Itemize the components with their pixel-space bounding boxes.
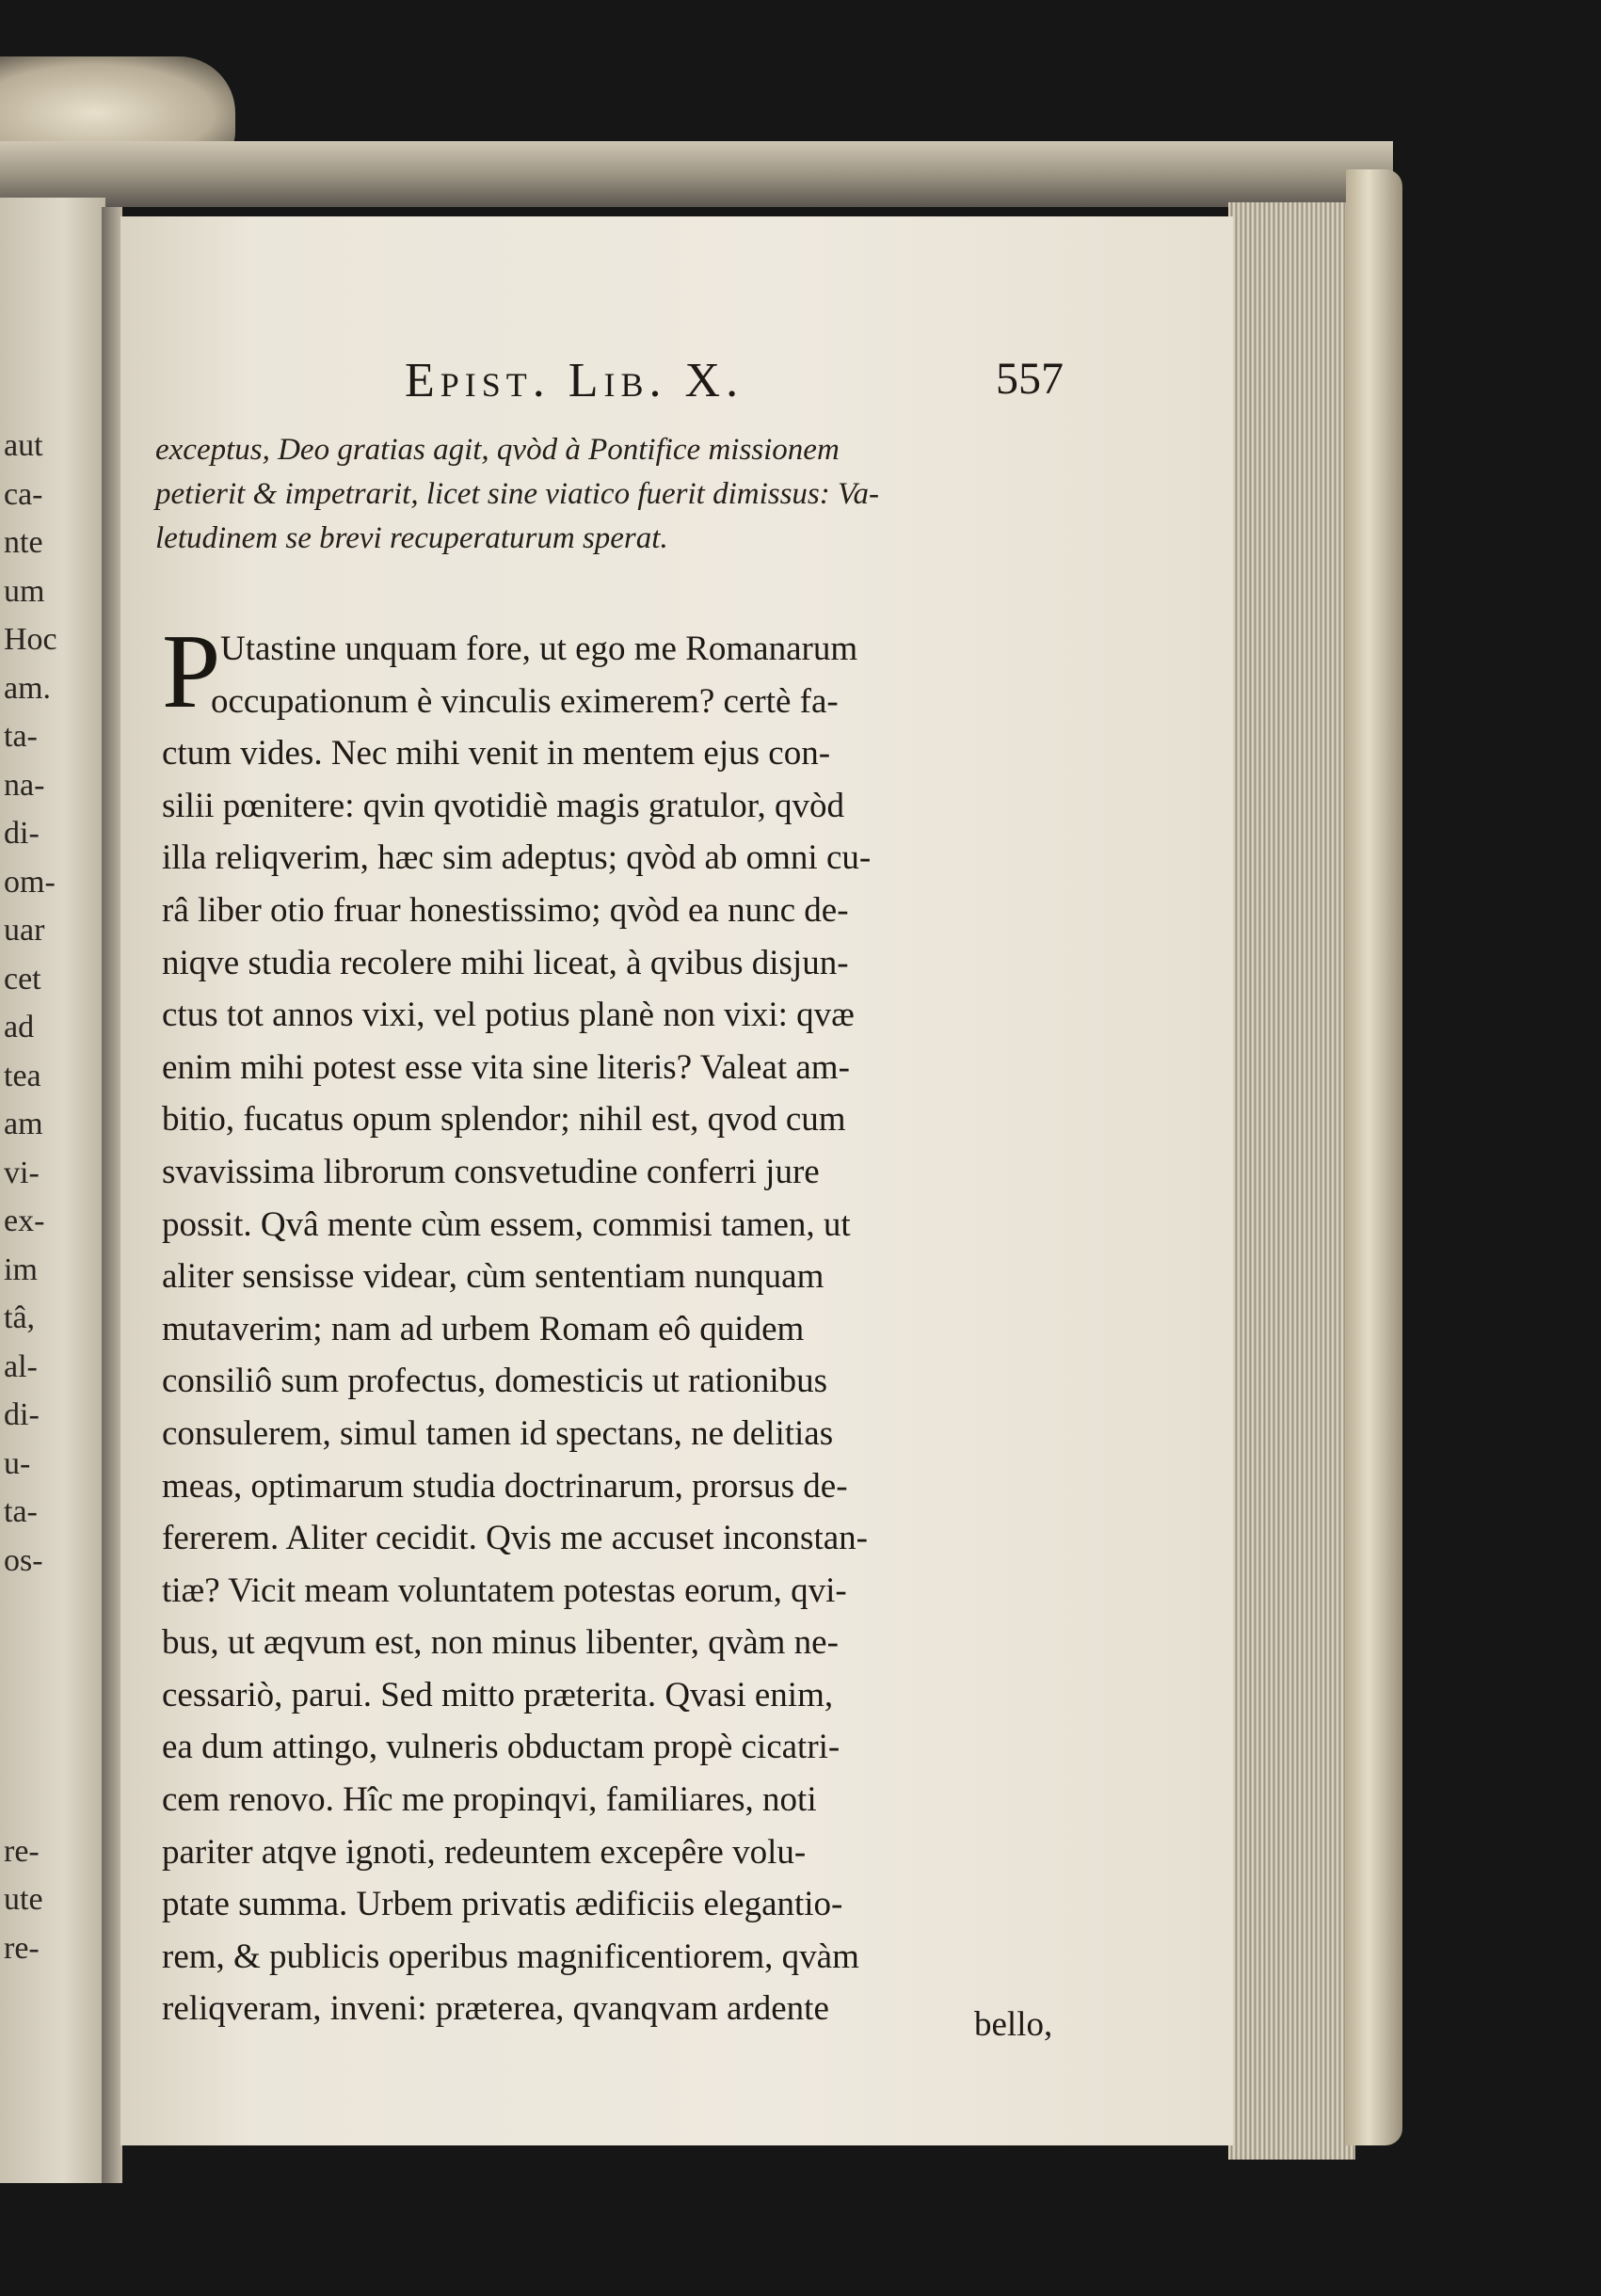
margin-fragment: am. [4, 670, 52, 706]
body-line: silii pœnitere: qvin qvotidiè magis gratulor, qvòd [162, 786, 845, 825]
catchword: bello, [974, 2005, 1053, 2044]
margin-fragment: nte [4, 525, 43, 560]
body-line: pariter atqve ignoti, redeuntem excepêre volu- [162, 1832, 807, 1872]
letter-summary [155, 428, 1073, 561]
body-line: cessariò, parui. Sed mitto præterita. Qvasi enim, [162, 1675, 834, 1714]
margin-fragment: im [4, 1252, 38, 1287]
margin-fragment: re- [4, 1833, 40, 1869]
body-line: fererem. Aliter cecidit. Qvis me accuset inconstan- [162, 1519, 868, 1558]
folio-number: 557 [996, 354, 1064, 404]
body-line: svavissima librorum consvetudine conferri jure [162, 1152, 820, 1191]
margin-fragment: om- [4, 864, 56, 900]
left-page-margin-text [4, 422, 102, 1972]
body-line: ctum vides. Nec mihi venit in mentem ejus con- [162, 734, 831, 773]
margin-fragment: um [4, 573, 45, 609]
cover-edge [1346, 169, 1402, 2145]
page-header [376, 353, 1073, 419]
body-line: bus, ut æqvum est, non minus libenter, qvàm ne- [162, 1623, 839, 1663]
body-line: ctus tot annos vixi, vel potius planè non vixi: qvæ [162, 996, 855, 1035]
body-line: ptate summa. Urbem privatis ædificiis elegantio- [162, 1885, 843, 1924]
margin-fragment [4, 1778, 102, 1827]
body-line: enim mihi potest esse vita sine literis? Valeat am- [162, 1047, 850, 1087]
margin-fragment: vi- [4, 1155, 40, 1190]
margin-fragment [4, 1730, 102, 1779]
body-line: occupationum è vinculis eximerem? certè fa- [211, 681, 839, 721]
body-line: tiæ? Vicit meam voluntatem potestas eorum, qvi- [162, 1571, 847, 1610]
margin-fragment: ute [4, 1882, 43, 1917]
body-line: rem, & publicis operibus magnificentiorem, qvàm [162, 1937, 859, 1976]
body-line: consulerem, simul tamen id spectans, ne delitias [162, 1413, 834, 1453]
body-line: aliter sensisse videar, cùm sententiam nunquam [162, 1257, 825, 1297]
spine-band [0, 141, 1393, 207]
letter-body [162, 623, 1073, 2035]
summary-line: petierit & impetrarit, licet sine viatico fuerit dimissus: Va- [155, 477, 879, 511]
margin-fragment: Hoc [4, 622, 57, 657]
margin-fragment: cet [4, 961, 41, 997]
body-line: meas, optimarum studia doctrinarum, prorsus de- [162, 1466, 848, 1506]
margin-fragment: am [4, 1107, 43, 1141]
body-line: ea dum attingo, vulneris obductam propè cicatri- [162, 1728, 841, 1767]
gutter [102, 207, 122, 2183]
margin-fragment: tâ, [4, 1300, 36, 1335]
body-line: possit. Qvâ mente cùm essem, commisi tamen, ut [162, 1204, 851, 1244]
body-line: râ liber otio fruar honestissimo; qvòd ea nunc de- [162, 890, 849, 930]
margin-fragment [4, 1634, 102, 1682]
margin-fragment [4, 1585, 102, 1634]
margin-fragment: al- [4, 1348, 38, 1384]
body-line: mutaverim; nam ad urbem Romam eô quidem [162, 1309, 805, 1348]
margin-fragment: ex- [4, 1204, 45, 1238]
margin-fragment: ta- [4, 719, 38, 754]
body-line: cem renovo. Hîc me propinqvi, familiares, noti [162, 1780, 817, 1820]
summary-line: exceptus, Deo gratias agit, qvòd à Pontifice missionem [155, 433, 840, 467]
body-line: niqve studia recolere mihi liceat, à qvibus disjun- [162, 943, 849, 982]
margin-fragment: os- [4, 1542, 43, 1578]
running-title: Epist. Lib. X. [405, 354, 744, 407]
margin-fragment: ad [4, 1010, 35, 1044]
margin-fragment: ca- [4, 476, 43, 512]
summary-line: letudinem se brevi recuperaturum sperat. [155, 521, 668, 555]
margin-fragment: u- [4, 1445, 31, 1481]
margin-fragment: na- [4, 767, 45, 803]
margin-fragment: re- [4, 1930, 40, 1966]
body-line: bitio, fucatus opum splendor; nihil est, qvod cum [162, 1100, 846, 1140]
margin-fragment: ta- [4, 1494, 38, 1529]
body-line: Utastine unquam fore, ut ego me Romanarum [220, 630, 858, 668]
margin-fragment: aut [4, 428, 43, 463]
body-line: consiliô sum profectus, domesticis ut rationibus [162, 1362, 828, 1401]
body-line: illa reliqverim, hæc sim adeptus; qvòd ab omni cu- [162, 838, 872, 878]
margin-fragment: tea [4, 1058, 41, 1093]
drop-cap: P [162, 614, 221, 730]
fore-edge [1228, 202, 1355, 2160]
margin-fragment: di- [4, 1397, 40, 1432]
margin-fragment: uar [4, 913, 45, 948]
margin-fragment: di- [4, 816, 40, 851]
body-line: reliqveram, inveni: præterea, qvanqvam ardente [162, 1989, 829, 2029]
margin-fragment [4, 1682, 102, 1730]
